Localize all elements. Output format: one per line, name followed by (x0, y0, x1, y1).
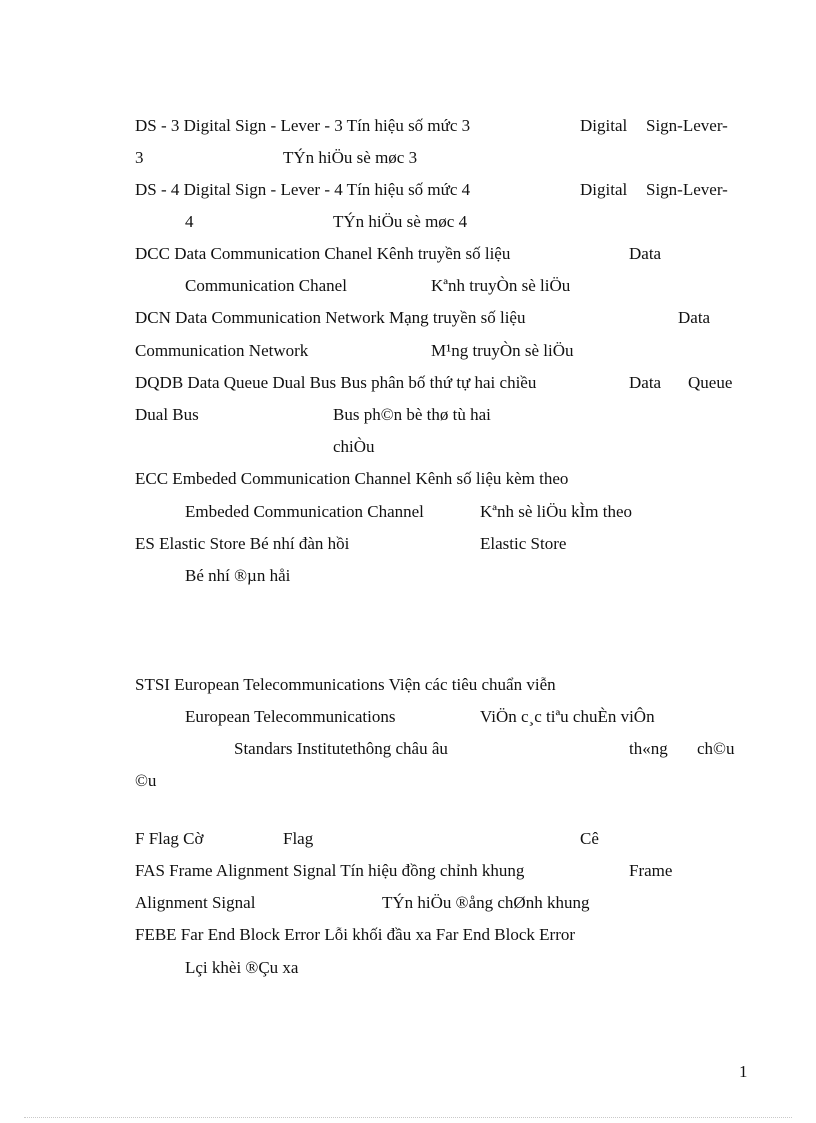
entry-dcc-vn-legacy: Kªnh truyÒn sè liÖu (431, 276, 571, 295)
entry-ds4-line1: DS - 4 Digital Sign - Lever - 4 Tín hiệu số mức 4 (135, 180, 471, 199)
entry-es-vn-legacy: Bé nhí ®µn håi (185, 566, 291, 585)
entry-ds4-vn-legacy: TÝn hiÖu sè møc 4 (333, 212, 468, 231)
entry-f-english: Flag (283, 829, 314, 848)
entry-fas-line1: FAS Frame Alignment Signal Tín hiệu đồng chỉnh khung (135, 861, 525, 880)
entry-ds3-english-1: Digital (580, 116, 628, 135)
entry-es-line1: ES Elastic Store Bé nhí đàn hồi (135, 534, 350, 553)
entry-dqdb-english-2: Queue (688, 373, 733, 392)
entry-dqdb-vn-legacy-1: Bus ph©n bè thø tù hai (333, 405, 491, 424)
entry-dcc-english-2: Communication Chanel (185, 276, 347, 295)
entry-stsi-vn-legacy-3: ch©u (697, 739, 735, 758)
entry-stsi-line1: STSI European Telecommunications Viện các tiêu chuẩn viễn (135, 675, 556, 694)
entry-dcn-english-1: Data (678, 308, 711, 327)
entry-ds4-english-3: 4 (185, 212, 194, 231)
entry-dqdb-vn-legacy-2: chiÒu (333, 437, 375, 456)
entry-stsi-english-2: Standars Institutethông châu âu (234, 739, 448, 758)
entry-fas-english-2: Alignment Signal (135, 893, 256, 912)
entry-febe-vn-legacy: Lçi khèi ®Çu xa (185, 958, 299, 977)
entry-dcc-english-1: Data (629, 244, 662, 263)
entry-dcn-line1: DCN Data Communication Network Mạng truyền số liệu (135, 308, 526, 327)
entry-febe-line1: FEBE Far End Block Error Lỗi khối đầu xa Far End Block Error (135, 925, 576, 944)
entry-ecc-line1: ECC Embeded Communication Channel Kênh số liệu kèm theo (135, 469, 569, 488)
entry-fas-vn-legacy: TÝn hiÖu ®ång chØnh khung (382, 893, 590, 912)
entry-ds3-line1: DS - 3 Digital Sign - Lever - 3 Tín hiệu số mức 3 (135, 116, 471, 135)
page-number: 1 (739, 1062, 748, 1081)
entry-stsi-vn-legacy-4: ©u (135, 771, 157, 790)
entry-ecc-english: Embeded Communication Channel (185, 502, 424, 521)
entry-ds3-english-3: 3 (135, 148, 144, 167)
entry-es-english: Elastic Store (480, 534, 567, 553)
entry-f-vn-legacy: Cê (580, 829, 599, 848)
entry-stsi-english-1: European Telecommunications (185, 707, 396, 726)
entry-stsi-vn-legacy-1: ViÖn c¸c tiªu chuÈn viÔn (480, 707, 655, 726)
entry-stsi-vn-legacy-2: th«ng (629, 739, 668, 758)
entry-ds3-english-2: Sign-Lever- (646, 116, 728, 135)
entry-dqdb-line1: DQDB Data Queue Dual Bus Bus phân bố thứ tự hai chiều (135, 373, 537, 392)
entry-dqdb-english-1: Data (629, 373, 662, 392)
entry-f-line1: F Flag Cờ (135, 829, 204, 848)
entry-ds3-vn-legacy: TÝn hiÖu sè møc 3 (283, 148, 418, 167)
entry-ecc-vn-legacy: Kªnh sè liÖu kÌm theo (480, 502, 633, 521)
entry-dcn-vn-legacy: M¹ng truyÒn sè liÖu (431, 341, 574, 360)
entry-dqdb-english-3: Dual Bus (135, 405, 199, 424)
entry-ds4-english-2: Sign-Lever- (646, 180, 728, 199)
entry-fas-english-1: Frame (629, 861, 673, 880)
entry-dcn-english-2: Communication Network (135, 341, 309, 360)
entry-ds4-english-1: Digital (580, 180, 628, 199)
page-bottom-divider (24, 1117, 792, 1118)
entry-dcc-line1: DCC Data Communication Chanel Kênh truyền số liệu (135, 244, 511, 263)
